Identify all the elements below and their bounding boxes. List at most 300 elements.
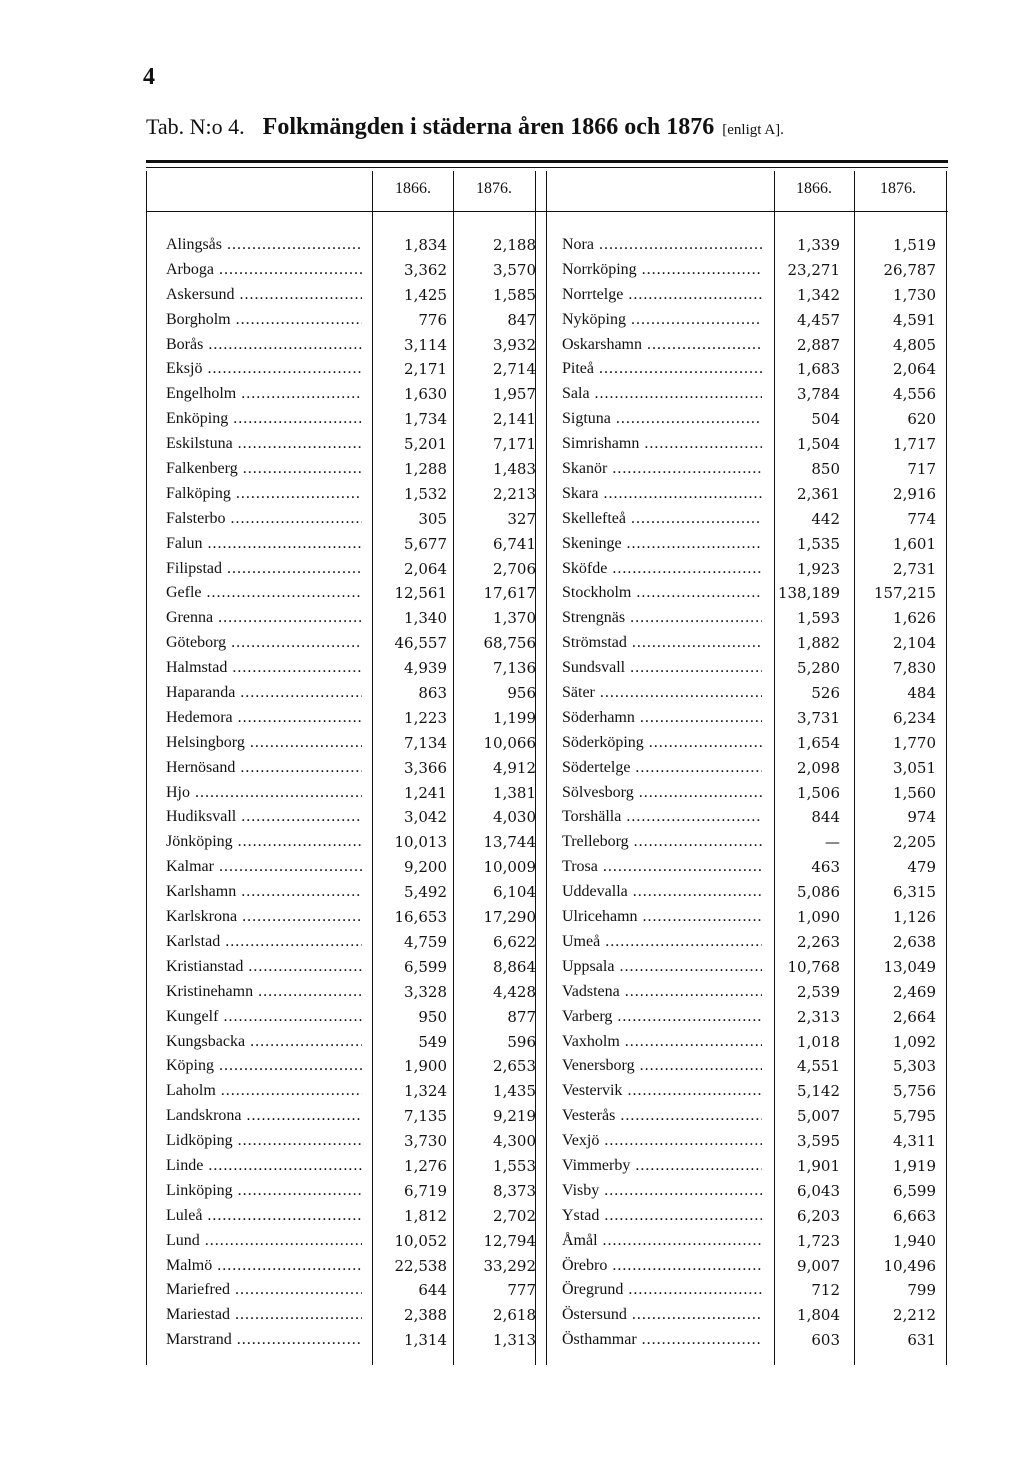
city-name: Malmö ..... xyxy=(166,1254,362,1279)
population-1876: 26,787 xyxy=(883,260,936,279)
population-1876: 777 xyxy=(507,1281,536,1300)
table-row xyxy=(166,706,536,731)
population-1866: 23,271 xyxy=(787,260,840,279)
header-1876-left: 1876. xyxy=(476,180,512,197)
population-1866: 1,882 xyxy=(797,634,840,653)
population-1866: 10,013 xyxy=(394,833,447,852)
table-row xyxy=(166,1278,536,1303)
table-row xyxy=(562,233,946,258)
population-1866: 1,340 xyxy=(404,609,447,628)
population-1866: 1,339 xyxy=(797,236,840,254)
population-1866: 1,324 xyxy=(404,1082,447,1101)
table-row xyxy=(166,1054,536,1079)
population-1876: 7,171 xyxy=(493,435,536,454)
city-name: Trelleborg ..... xyxy=(562,830,762,855)
population-1866: 603 xyxy=(811,1331,840,1350)
population-table xyxy=(146,160,948,1365)
table-number: Tab. N:o 4. xyxy=(146,114,245,139)
city-name: Venersborg ..... xyxy=(562,1054,762,1079)
population-1866: 3,731 xyxy=(797,708,840,727)
population-1866: 5,007 xyxy=(797,1107,840,1126)
city-name: Kristinehamn ..... xyxy=(166,980,362,1005)
population-1866: 1,900 xyxy=(404,1057,447,1076)
population-1876: 6,234 xyxy=(893,708,936,727)
city-name: Köping ..... xyxy=(166,1054,362,1079)
city-name: Haparanda ..... xyxy=(166,681,362,706)
population-1876: 4,030 xyxy=(493,808,536,827)
population-1876: 974 xyxy=(907,808,936,827)
population-1876: 12,794 xyxy=(483,1231,536,1250)
population-1876: 2,469 xyxy=(893,982,936,1001)
population-1866: 5,142 xyxy=(797,1082,840,1101)
city-name: Strömstad ..... xyxy=(562,631,762,656)
city-name: Lund ..... xyxy=(166,1229,362,1254)
table-row xyxy=(166,283,536,308)
population-1876: 6,599 xyxy=(893,1181,936,1200)
table-row xyxy=(166,606,536,631)
table-row xyxy=(166,258,536,283)
population-1876: 2,141 xyxy=(493,410,536,429)
table-row xyxy=(166,656,536,681)
city-name: Borgholm ..... xyxy=(166,308,362,333)
city-name: Karlskrona ..... xyxy=(166,905,362,930)
population-1876: 13,744 xyxy=(483,833,536,852)
table-row xyxy=(166,830,536,855)
city-name: Lidköping ..... xyxy=(166,1129,362,1154)
population-1876: 1,435 xyxy=(493,1082,536,1101)
population-1876: 1,370 xyxy=(493,609,536,628)
population-1866: 3,114 xyxy=(404,335,447,354)
city-name: Hedemora ..... xyxy=(166,706,362,731)
population-1866: 3,362 xyxy=(404,260,447,279)
population-1876: 4,591 xyxy=(893,310,936,329)
city-name: Sigtuna ..... xyxy=(562,407,762,432)
population-1866: 1,654 xyxy=(797,733,840,752)
population-1866: 138,189 xyxy=(777,584,840,603)
population-1876: 1,957 xyxy=(493,385,536,404)
population-1876: 1,313 xyxy=(493,1331,536,1350)
table-row xyxy=(562,532,946,557)
table-border-left xyxy=(146,171,147,1365)
table-row xyxy=(166,357,536,382)
population-1876: 1,626 xyxy=(893,609,936,628)
population-1876: 2,706 xyxy=(493,559,536,578)
population-1876: 1,553 xyxy=(493,1156,536,1175)
city-name: Ystad ..... xyxy=(562,1204,762,1229)
table-row xyxy=(562,357,946,382)
population-1876: 7,830 xyxy=(893,659,936,678)
population-1866: 1,090 xyxy=(797,908,840,927)
population-1876: 2,618 xyxy=(493,1306,536,1325)
population-1866: 7,134 xyxy=(404,733,447,752)
table-row xyxy=(562,283,946,308)
population-1876: 13,049 xyxy=(883,957,936,976)
population-1876: 10,066 xyxy=(483,733,536,752)
table-row xyxy=(166,1154,536,1179)
table-row xyxy=(166,457,536,482)
population-1866: 1,314 xyxy=(404,1331,447,1350)
population-1866: 4,457 xyxy=(797,310,840,329)
city-name: Sölvesborg ..... xyxy=(562,781,762,806)
population-1866: 2,361 xyxy=(797,484,840,503)
city-name: Falsterbo ..... xyxy=(166,507,362,532)
table-row xyxy=(166,532,536,557)
population-1866: 5,492 xyxy=(404,883,447,902)
population-1876: 4,428 xyxy=(493,982,536,1001)
city-name: Vesterås ..... xyxy=(562,1104,762,1129)
table-row xyxy=(562,606,946,631)
population-1866: 463 xyxy=(811,858,840,877)
population-1866: 1,506 xyxy=(797,783,840,802)
table-row xyxy=(166,1229,536,1254)
population-1866: 1,532 xyxy=(404,484,447,503)
population-1866: 10,052 xyxy=(394,1231,447,1250)
table-row xyxy=(166,1005,536,1030)
population-1866: 4,939 xyxy=(404,659,447,678)
city-name: Strengnäs ..... xyxy=(562,606,762,631)
population-1866: 5,677 xyxy=(404,534,447,553)
population-1876: 631 xyxy=(907,1331,936,1350)
city-name: Simrishamn ..... xyxy=(562,432,762,457)
table-row xyxy=(562,382,946,407)
table-row xyxy=(562,930,946,955)
population-1866: 3,784 xyxy=(797,385,840,404)
population-1876: 1,730 xyxy=(893,285,936,304)
population-1866: 1,804 xyxy=(797,1306,840,1325)
population-1866: 3,595 xyxy=(797,1132,840,1151)
table-row xyxy=(166,233,536,258)
city-name: Umeå ..... xyxy=(562,930,762,955)
city-name: Enköping ..... xyxy=(166,407,362,432)
city-name: Norrköping ..... xyxy=(562,258,762,283)
table-row xyxy=(562,1204,946,1229)
population-1876: 877 xyxy=(507,1007,536,1026)
population-1876: 5,795 xyxy=(893,1107,936,1126)
table-row xyxy=(166,407,536,432)
table-row xyxy=(562,1254,946,1279)
table-row xyxy=(562,830,946,855)
population-1876: 33,292 xyxy=(483,1256,536,1275)
population-1866: 9,007 xyxy=(797,1256,840,1275)
population-1866: 2,064 xyxy=(404,559,447,578)
city-name: Hudiksvall ..... xyxy=(166,805,362,830)
population-1866: — xyxy=(825,833,840,852)
population-1876: 17,290 xyxy=(483,908,536,927)
population-1876: 1,585 xyxy=(493,285,536,304)
population-1866: 950 xyxy=(418,1007,447,1026)
population-1866: 776 xyxy=(418,310,447,329)
city-name: Falköping ..... xyxy=(166,482,362,507)
city-name: Kalmar ..... xyxy=(166,855,362,880)
city-name: Trosa ..... xyxy=(562,855,762,880)
population-1866: 850 xyxy=(811,460,840,479)
table-row xyxy=(562,507,946,532)
city-name: Öregrund ..... xyxy=(562,1278,762,1303)
population-1866: 6,719 xyxy=(404,1181,447,1200)
table-row xyxy=(166,681,536,706)
city-name: Borås ..... xyxy=(166,333,362,358)
population-1866: 9,200 xyxy=(404,858,447,877)
city-name: Örebro ..... xyxy=(562,1254,762,1279)
population-1876: 1,126 xyxy=(893,908,936,927)
population-1876: 68,756 xyxy=(483,634,536,653)
table-row xyxy=(562,407,946,432)
population-1866: 1,018 xyxy=(797,1032,840,1051)
population-1866: 644 xyxy=(418,1281,447,1300)
population-1876: 799 xyxy=(907,1281,936,1300)
population-1876: 6,663 xyxy=(893,1206,936,1225)
population-1866: 2,887 xyxy=(797,335,840,354)
table-title xyxy=(146,114,966,141)
population-1866: 3,730 xyxy=(404,1132,447,1151)
table-row xyxy=(562,1079,946,1104)
left-city-column xyxy=(166,233,536,1353)
table-row xyxy=(562,781,946,806)
table-row xyxy=(166,880,536,905)
city-name: Linköping ..... xyxy=(166,1179,362,1204)
population-1866: 863 xyxy=(418,684,447,703)
population-1876: 2,104 xyxy=(893,634,936,653)
city-name: Vaxholm ..... xyxy=(562,1030,762,1055)
city-name: Visby ..... xyxy=(562,1179,762,1204)
population-1876: 4,311 xyxy=(893,1132,936,1151)
table-row xyxy=(562,308,946,333)
population-1866: 3,042 xyxy=(404,808,447,827)
city-name: Sala ..... xyxy=(562,382,762,407)
population-1876: 9,219 xyxy=(493,1107,536,1126)
table-row xyxy=(166,482,536,507)
city-name: Kungsbacka ..... xyxy=(166,1030,362,1055)
table-row xyxy=(562,482,946,507)
table-row xyxy=(562,656,946,681)
population-1866: 4,759 xyxy=(404,932,447,951)
city-name: Piteå ..... xyxy=(562,357,762,382)
population-1876: 2,702 xyxy=(493,1206,536,1225)
city-name: Mariestad ..... xyxy=(166,1303,362,1328)
city-name: Östhammar ..... xyxy=(562,1328,762,1353)
population-1866: 1,734 xyxy=(404,410,447,429)
table-row xyxy=(562,1303,946,1328)
city-name: Mariefred ..... xyxy=(166,1278,362,1303)
city-name: Skellefteå ..... xyxy=(562,507,762,532)
city-name: Falun ..... xyxy=(166,532,362,557)
population-1876: 1,560 xyxy=(893,783,936,802)
population-1876: 2,213 xyxy=(493,484,536,503)
population-1876: 7,136 xyxy=(493,659,536,678)
table-row xyxy=(166,731,536,756)
population-1866: 1,342 xyxy=(797,285,840,304)
population-1876: 2,653 xyxy=(493,1057,536,1076)
table-row xyxy=(562,1030,946,1055)
population-1866: 6,599 xyxy=(404,957,447,976)
population-1866: 1,288 xyxy=(404,460,447,479)
population-1866: 1,630 xyxy=(404,385,447,404)
table-row xyxy=(166,308,536,333)
city-name: Hjo ..... xyxy=(166,781,362,806)
population-1866: 1,276 xyxy=(404,1156,447,1175)
population-1866: 16,653 xyxy=(394,908,447,927)
city-name: Karlstad ..... xyxy=(166,930,362,955)
table-row xyxy=(562,258,946,283)
page-number: 4 xyxy=(143,64,155,90)
population-1866: 7,135 xyxy=(404,1107,447,1126)
city-name: Skeninge ..... xyxy=(562,532,762,557)
table-border-right xyxy=(946,171,947,1365)
city-name: Grenna ..... xyxy=(166,606,362,631)
header-1866-right: 1866. xyxy=(796,180,832,197)
population-1866: 526 xyxy=(811,684,840,703)
city-name: Halmstad ..... xyxy=(166,656,362,681)
population-1876: 2,916 xyxy=(893,484,936,503)
city-name: Jönköping ..... xyxy=(166,830,362,855)
population-1876: 17,617 xyxy=(483,584,536,603)
population-1866: 1,223 xyxy=(404,708,447,727)
population-1876: 1,940 xyxy=(893,1231,936,1250)
table-row xyxy=(166,1129,536,1154)
population-1866: 1,901 xyxy=(797,1156,840,1175)
population-1866: 1,812 xyxy=(404,1206,447,1225)
source-note: [enligt A]. xyxy=(722,122,784,138)
table-row xyxy=(562,1179,946,1204)
population-1876: 1,770 xyxy=(893,733,936,752)
city-name: Kungelf ..... xyxy=(166,1005,362,1030)
population-1866: 10,768 xyxy=(787,957,840,976)
city-name: Sundsvall ..... xyxy=(562,656,762,681)
table-row xyxy=(562,880,946,905)
city-name: Torshälla ..... xyxy=(562,805,762,830)
population-1876: 479 xyxy=(907,858,936,877)
population-1876: 3,932 xyxy=(493,335,536,354)
population-1866: 2,388 xyxy=(404,1306,447,1325)
city-name: Linde ..... xyxy=(166,1154,362,1179)
population-1876: 1,601 xyxy=(893,534,936,553)
population-1876: 2,188 xyxy=(493,236,536,254)
city-name: Luleå ..... xyxy=(166,1204,362,1229)
population-1876: 327 xyxy=(507,509,536,528)
city-name: Alingsås ..... xyxy=(166,233,362,258)
population-1866: 5,086 xyxy=(797,883,840,902)
table-row xyxy=(562,805,946,830)
population-1866: 1,834 xyxy=(404,236,447,254)
table-row xyxy=(166,905,536,930)
table-row xyxy=(562,1054,946,1079)
population-1866: 6,203 xyxy=(797,1206,840,1225)
city-name: Karlshamn ..... xyxy=(166,880,362,905)
table-row xyxy=(166,1328,536,1353)
table-row xyxy=(166,333,536,358)
population-1876: 3,051 xyxy=(893,758,936,777)
table-row xyxy=(166,557,536,582)
city-name: Engelholm ..... xyxy=(166,382,362,407)
city-name: Marstrand ..... xyxy=(166,1328,362,1353)
table-row xyxy=(562,1104,946,1129)
population-1876: 1,483 xyxy=(493,460,536,479)
table-row xyxy=(166,631,536,656)
population-1866: 1,504 xyxy=(797,435,840,454)
population-1866: 5,201 xyxy=(404,435,447,454)
table-row xyxy=(562,432,946,457)
population-1876: 6,315 xyxy=(893,883,936,902)
population-1876: 8,373 xyxy=(493,1181,536,1200)
table-row xyxy=(562,1229,946,1254)
table-row xyxy=(166,805,536,830)
city-name: Norrtelge ..... xyxy=(562,283,762,308)
table-row xyxy=(166,1079,536,1104)
population-1876: 2,212 xyxy=(893,1306,936,1325)
page-title: Folkmängden i städerna åren 1866 och 1876 xyxy=(262,114,715,140)
city-name: Söderhamn ..... xyxy=(562,706,762,731)
table-row xyxy=(166,1303,536,1328)
population-1876: 4,300 xyxy=(493,1132,536,1151)
population-1866: 3,328 xyxy=(404,982,447,1001)
table-row xyxy=(562,905,946,930)
population-1876: 6,741 xyxy=(493,534,536,553)
table-row xyxy=(562,681,946,706)
city-name: Kristianstad ..... xyxy=(166,955,362,980)
population-1876: 956 xyxy=(507,684,536,703)
population-1876: 157,215 xyxy=(873,584,936,603)
population-1866: 22,538 xyxy=(394,1256,447,1275)
city-name: Södertelge ..... xyxy=(562,756,762,781)
city-name: Skanör ..... xyxy=(562,457,762,482)
city-name: Varberg ..... xyxy=(562,1005,762,1030)
table-row xyxy=(166,980,536,1005)
population-1876: 1,919 xyxy=(893,1156,936,1175)
city-name: Vimmerby ..... xyxy=(562,1154,762,1179)
population-1876: 2,664 xyxy=(893,1007,936,1026)
city-name: Östersund ..... xyxy=(562,1303,762,1328)
population-1876: 6,622 xyxy=(493,932,536,951)
city-name: Vadstena ..... xyxy=(562,980,762,1005)
table-row xyxy=(562,706,946,731)
population-1866: 504 xyxy=(811,410,840,429)
table-row xyxy=(166,855,536,880)
population-1876: 10,009 xyxy=(483,858,536,877)
city-name: Hernösand ..... xyxy=(166,756,362,781)
population-1866: 844 xyxy=(811,808,840,827)
city-name: Arboga ..... xyxy=(166,258,362,283)
city-name: Askersund ..... xyxy=(166,283,362,308)
population-1876: 6,104 xyxy=(493,883,536,902)
table-row xyxy=(562,1278,946,1303)
population-1876: 10,496 xyxy=(883,1256,936,1275)
city-name: Ulricehamn ..... xyxy=(562,905,762,930)
table-row xyxy=(166,930,536,955)
city-name: Säter ..... xyxy=(562,681,762,706)
city-name: Skara ..... xyxy=(562,482,762,507)
population-1866: 712 xyxy=(811,1281,840,1300)
population-1866: 1,535 xyxy=(797,534,840,553)
table-center-rule xyxy=(546,171,547,1365)
population-1876: 717 xyxy=(907,460,936,479)
population-1876: 1,199 xyxy=(493,708,536,727)
population-1876: 5,756 xyxy=(893,1082,936,1101)
population-1876: 5,303 xyxy=(893,1057,936,1076)
city-name: Eksjö ..... xyxy=(166,357,362,382)
header-1876-right: 1876. xyxy=(880,180,916,197)
table-row xyxy=(562,333,946,358)
table-row xyxy=(166,1030,536,1055)
city-name: Helsingborg ..... xyxy=(166,731,362,756)
population-1866: 2,171 xyxy=(404,360,447,379)
population-1866: 2,539 xyxy=(797,982,840,1001)
population-1866: 2,263 xyxy=(797,932,840,951)
city-name: Nyköping ..... xyxy=(562,308,762,333)
city-name: Laholm ..... xyxy=(166,1079,362,1104)
table-row xyxy=(166,1179,536,1204)
table-row xyxy=(562,1154,946,1179)
population-1876: 620 xyxy=(907,410,936,429)
